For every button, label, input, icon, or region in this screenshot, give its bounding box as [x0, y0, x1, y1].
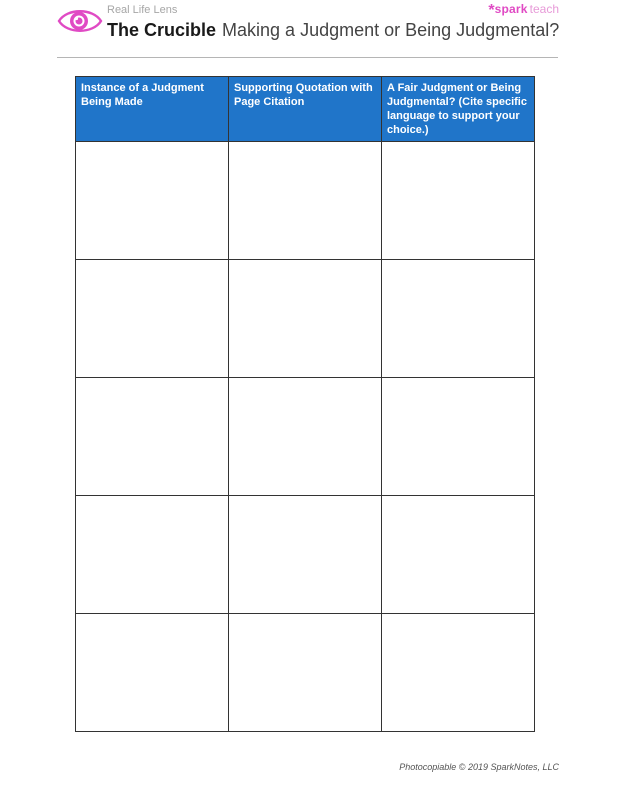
- table-cell[interactable]: [229, 496, 382, 614]
- column-header-fair-judgment: A Fair Judgment or Being Judgmental? (Cite specific language to support your choice.): [382, 77, 535, 142]
- table-header-row: [76, 77, 535, 142]
- title-bold: The Crucible: [107, 20, 217, 40]
- column-header-instance: Instance of a Judgment Being Made: [76, 77, 229, 142]
- brand-logo: [488, 0, 559, 18]
- worksheet-table: [75, 76, 535, 732]
- table-row: [76, 378, 535, 496]
- header-divider: [57, 57, 558, 58]
- table-cell[interactable]: [382, 614, 535, 732]
- table-cell[interactable]: [382, 260, 535, 378]
- brand-star: *: [488, 2, 495, 19]
- table-cell[interactable]: [76, 142, 229, 260]
- copyright-footer: Photocopiable © 2019 SparkNotes, LLC: [399, 762, 559, 772]
- page-title: [107, 20, 559, 41]
- table-cell[interactable]: [382, 378, 535, 496]
- table-cell[interactable]: [382, 142, 535, 260]
- brand-teach: teach: [529, 2, 559, 16]
- table-cell[interactable]: [76, 614, 229, 732]
- table-cell[interactable]: [76, 378, 229, 496]
- table-cell[interactable]: [229, 142, 382, 260]
- series-label: Real Life Lens: [107, 4, 178, 16]
- table-row: [76, 614, 535, 732]
- table-cell[interactable]: [229, 614, 382, 732]
- brand-spark: spark: [494, 2, 528, 16]
- table-cell[interactable]: [76, 496, 229, 614]
- table-cell[interactable]: [229, 260, 382, 378]
- table-row: [76, 496, 535, 614]
- eye-icon: [57, 4, 103, 38]
- table-row: [76, 260, 535, 378]
- column-header-quotation: Supporting Quotation with Page Citation: [229, 77, 382, 142]
- table-cell[interactable]: [382, 496, 535, 614]
- table-cell[interactable]: [229, 378, 382, 496]
- table-cell[interactable]: [76, 260, 229, 378]
- table-row: [76, 142, 535, 260]
- title-subtitle: Making a Judgment or Being Judgmental?: [222, 20, 560, 40]
